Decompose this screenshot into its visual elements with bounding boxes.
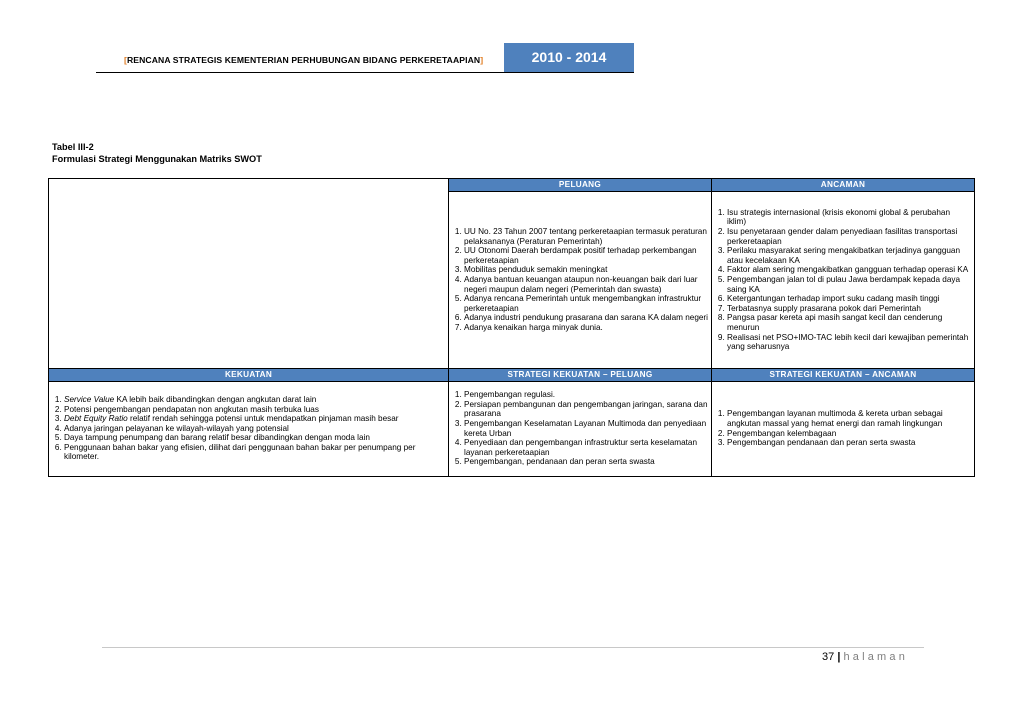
- peluang-item: 1. UU No. 23 Tahun 2007 tentang perkeretaapian termasuk peraturan pelaksananya (Peraturan Pemerintah): [464, 227, 708, 246]
- empty-corner-cell: [49, 179, 449, 192]
- page-footer: [822, 651, 908, 663]
- ancaman-item: 8. Pangsa pasar kereta api masih sangat kecil dan cenderung menurun: [727, 313, 971, 332]
- kekuatan-item-term: Service Value: [64, 394, 115, 404]
- peluang-header: PELUANG: [449, 179, 712, 192]
- strategi-kp-item: 2. Persiapan pembangunan dan pengembangan jaringan, sarana dan prasarana: [464, 400, 708, 419]
- kekuatan-item: [64, 424, 445, 434]
- ancaman-item: 1. Isu strategis internasional (krisis ekonomi global & perubahan iklim): [727, 208, 971, 227]
- kekuatan-item: [64, 414, 445, 424]
- kekuatan-header: KEKUATAN: [49, 368, 449, 381]
- peluang-item: 3. Mobilitas penduduk semakin meningkat: [464, 265, 708, 275]
- strategi-kp-header: STRATEGI KEKUATAN – PELUANG: [449, 368, 712, 381]
- kekuatan-item-text: relatif rendah sehingga potensi untuk mendapatkan pinjaman masih besar: [127, 414, 399, 424]
- strategi-kp-cell: [449, 381, 712, 476]
- peluang-cell: [449, 192, 712, 369]
- strategi-kp-item: 1. Pengembangan regulasi.: [464, 390, 708, 400]
- strategi-ka-item: 2. Pengembangan kelembagaan: [727, 429, 971, 439]
- strategi-ka-header: STRATEGI KEKUATAN – ANCAMAN: [712, 368, 975, 381]
- ancaman-item: 3. Perilaku masyarakat sering mengakibatkan terjadinya gangguan atau kecelakaan KA: [727, 246, 971, 265]
- peluang-item: 2. UU Otonomi Daerah berdampak positif terhadap perkembangan perkeretaapian: [464, 246, 708, 265]
- ancaman-item: 7. Terbatasnya supply prasarana pokok dari Pemerintah: [727, 304, 971, 314]
- peluang-list: [452, 227, 708, 333]
- kekuatan-item-term: Debt Equity Ratio: [64, 414, 128, 424]
- document-header: [96, 43, 634, 73]
- kekuatan-item-text: Potensi pengembangan pendapatan non angkutan masih terbuka luas: [64, 404, 319, 414]
- header-bracket-open: [: [124, 55, 127, 65]
- kekuatan-item: [64, 405, 445, 415]
- strategi-ka-item: 3. Pengembangan pendanaan dan peran serta swasta: [727, 438, 971, 448]
- kekuatan-item: [64, 443, 445, 462]
- empty-corner-cell-lower: [49, 192, 449, 369]
- peluang-item: 5. Adanya rencana Pemerintah untuk mengembangkan infrastruktur perkeretaapian: [464, 294, 708, 313]
- strategi-ka-list: [715, 409, 971, 447]
- opportunity-threat-row: [49, 192, 975, 369]
- kekuatan-item-text: Daya tampung penumpang dan barang relatif besar dibandingkan dengan moda lain: [64, 433, 370, 443]
- page-number: 37: [822, 651, 835, 663]
- kekuatan-item-text: Penggunaan bahan bakar yang efisien, dilihat dari penggunaan bahan bakar per penumpang per kilometer.: [64, 442, 416, 462]
- ancaman-header: ANCAMAN: [712, 179, 975, 192]
- strength-strategy-row: [49, 381, 975, 476]
- footer-page-word: halaman: [843, 651, 909, 663]
- kekuatan-item-text: Adanya jaringan pelayanan ke wilayah-wilayah yang potensial: [64, 423, 289, 433]
- strategi-kp-item: 5. Pengembangan, pendanaan dan peran serta swasta: [464, 457, 708, 467]
- table-caption: [52, 141, 262, 165]
- strategy-header-row: [49, 368, 975, 381]
- ancaman-item: 5. Pengembangan jalan tol di pulau Jawa berdampak kepada daya saing KA: [727, 275, 971, 294]
- footer-divider: [102, 647, 924, 648]
- strategi-kp-item: 4. Penyediaan dan pengembangan infrastruktur serta keselamatan layanan perkeretaapian: [464, 438, 708, 457]
- header-underline: [96, 72, 634, 73]
- peluang-item: 6. Adanya industri pendukung prasarana dan sarana KA dalam negeri: [464, 313, 708, 323]
- ancaman-item: 2. Isu penyetaraan gender dalam penyediaan fasilitas transportasi perkeretaapian: [727, 227, 971, 246]
- header-title: [124, 55, 483, 65]
- strategi-ka-item: 1. Pengembangan layanan multimoda & kereta urban sebagai angkutan massal yang hemat energi dan ramah lingkungan: [727, 409, 971, 428]
- kekuatan-item-text: KA lebih baik dibandingkan dengan angkutan darat lain: [114, 394, 317, 404]
- strategi-kp-item: 3. Pengembangan Keselamatan Layanan Multimoda dan penyediaan kereta Urban: [464, 419, 708, 438]
- table-number: Tabel III-2: [52, 142, 94, 152]
- kekuatan-cell: [49, 381, 449, 476]
- footer-separator: |: [837, 651, 841, 663]
- header-bracket-close: ]: [480, 55, 484, 65]
- header-period-badge: 2010 - 2014: [504, 43, 634, 72]
- strategi-kp-list: [452, 390, 708, 467]
- kekuatan-list: [52, 395, 445, 462]
- ancaman-list: [715, 208, 971, 352]
- peluang-item: 7. Adanya kenaikan harga minyak dunia.: [464, 323, 708, 333]
- ancaman-item: 4. Faktor alam sering mengakibatkan gangguan terhadap operasi KA: [727, 265, 971, 275]
- ancaman-item: 6. Ketergantungan terhadap import suku cadang masih tinggi: [727, 294, 971, 304]
- ancaman-item: 9. Realisasi net PSO+IMO-TAC lebih kecil dari kewajiban pemerintah yang seharusnya: [727, 333, 971, 352]
- kekuatan-item: [64, 395, 445, 405]
- table-title: Formulasi Strategi Menggunakan Matriks SWOT: [52, 154, 262, 164]
- peluang-item: 4. Adanya bantuan keuangan ataupun non-keuangan baik dari luar negeri maupun dalam negeri (Pemerintah dan swasta): [464, 275, 708, 294]
- table-header-row: [49, 179, 975, 192]
- swot-matrix-table: [48, 178, 975, 477]
- kekuatan-item: [64, 433, 445, 443]
- strategi-ka-cell: [712, 381, 975, 476]
- header-title-text: RENCANA STRATEGIS KEMENTERIAN PERHUBUNGAN BIDANG PERKERETAAPIAN: [126, 55, 481, 65]
- ancaman-cell: [712, 192, 975, 369]
